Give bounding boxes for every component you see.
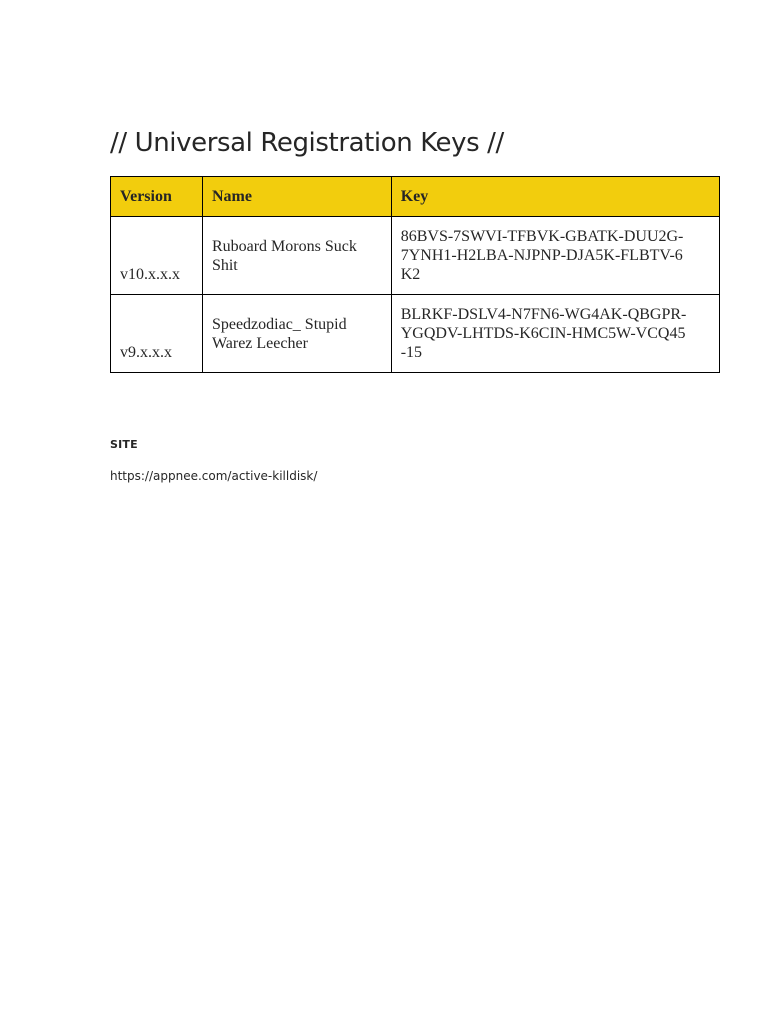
header-key: Key <box>391 177 719 217</box>
row-key: BLRKF-DSLV4-N7FN6-WG4AK-QBGPR-YGQDV-LHTDS-K6CIN-HMC5W-VCQ45-15 <box>391 295 719 373</box>
registration-keys-table <box>110 176 720 373</box>
table-row <box>111 295 720 373</box>
row-version: v10.x.x.x <box>111 217 203 295</box>
table-header-row <box>111 177 720 217</box>
header-version: Version <box>111 177 203 217</box>
table-row <box>111 217 720 295</box>
row-name: Speedzodiac_ Stupid Warez Leecher <box>202 295 391 373</box>
header-name: Name <box>202 177 391 217</box>
document-title: // Universal Registration Keys // <box>110 128 504 158</box>
site-label: SITE <box>110 438 138 451</box>
row-key: 86BVS-7SWVI-TFBVK-GBATK-DUU2G-7YNH1-H2LBA-NJPNP-DJA5K-FLBTV-6K2 <box>391 217 719 295</box>
row-version: v9.x.x.x <box>111 295 203 373</box>
site-link[interactable]: https://appnee.com/active-killdisk/ <box>110 469 318 483</box>
row-name: Ruboard Morons Suck Shit <box>202 217 391 295</box>
